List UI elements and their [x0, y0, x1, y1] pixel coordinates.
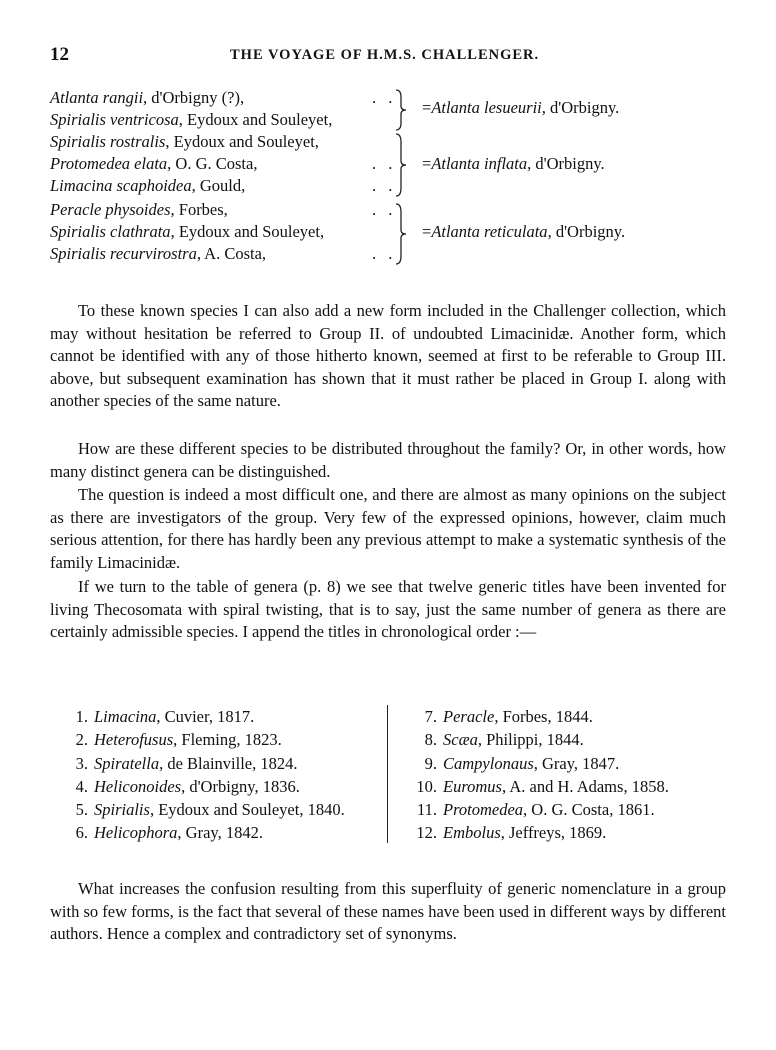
- genus-entry: [415, 728, 745, 751]
- genus-name: Helicophora: [94, 823, 178, 843]
- synonym-group: [50, 87, 750, 131]
- synonym-group: [50, 131, 750, 197]
- body-paragraph: [50, 438, 726, 483]
- body-paragraph: [50, 878, 726, 946]
- genus-author: , Cuvier, 1817.: [156, 707, 255, 726]
- species-authority: , O. G. Costa,: [167, 154, 258, 173]
- species-authority: , Forbes,: [170, 200, 228, 219]
- genus-name: Heterofusus: [94, 730, 174, 750]
- species-name: Spirialis ventricosa: [50, 110, 179, 129]
- genera-list: [50, 705, 750, 845]
- genus-entry: [415, 752, 745, 775]
- synonym-target: =Atlanta reticulata, d'Orbigny.: [422, 222, 626, 241]
- paragraph-text: What increases the confusion resulting from this superfluity of generic nomenclature in a group with so few forms, is the fact that several of these names have been used in different ways by different authors. Hence a complex and contradictory set of synonyms.: [50, 879, 726, 943]
- genus-entry: [66, 821, 400, 844]
- genus-name: Spirialis: [94, 800, 150, 820]
- genus-name: Embolus: [443, 823, 501, 843]
- genus-entry: [66, 798, 400, 821]
- species-name: Spirialis rostralis: [50, 132, 166, 151]
- genus-number: 4.: [75, 776, 88, 796]
- species-authority: , Eydoux and Souleyet,: [165, 132, 319, 151]
- genus-name: Euromus: [443, 776, 502, 796]
- species-name: Peracle physoides: [50, 200, 171, 219]
- leader-dots: . .: [372, 244, 397, 263]
- genus-entry: [66, 705, 400, 728]
- genera-column-left: [66, 705, 400, 845]
- genus-number: 5.: [75, 800, 88, 820]
- synonym-group: [50, 199, 750, 265]
- target-authority: , d'Orbigny.: [527, 154, 605, 173]
- genus-author: , Eydoux and Souleyet, 1840.: [149, 800, 345, 820]
- genus-name: Protomedea: [443, 800, 524, 820]
- species-name: Atlanta rangii: [50, 88, 144, 107]
- genus-name: Peracle: [443, 707, 495, 726]
- leader-dots: . .: [372, 176, 397, 195]
- species-authority: , Eydoux and Souleyet,: [178, 110, 333, 129]
- leader-dots: . .: [372, 88, 397, 107]
- genus-entry: [66, 752, 400, 775]
- paragraph-text: If we turn to the table of genera (p. 8) we see that twelve generic titles have been invented for living Thecosomata with spiral twisting, that is to say, just the same number of genera as there are certainly admissible species. I append the titles in chronological order :—: [50, 577, 726, 641]
- target-species-name: Atlanta lesueurii: [431, 98, 542, 117]
- genera-column-right: [415, 705, 745, 845]
- genus-author: , Gray, 1847.: [533, 753, 620, 773]
- genus-number: 9.: [424, 753, 437, 773]
- genus-author: , Philippi, 1844.: [477, 730, 584, 750]
- synonym-target: =Atlanta inflata, d'Orbigny.: [422, 154, 605, 173]
- genus-author: , Fleming, 1823.: [173, 730, 282, 750]
- genus-entry: [415, 821, 745, 844]
- genus-entry: [66, 775, 400, 798]
- target-authority: , d'Orbigny.: [541, 98, 620, 117]
- brace: [394, 89, 408, 131]
- genus-author: , de Blainville, 1824.: [159, 753, 298, 773]
- species-authority: , Eydoux and Souleyet,: [170, 222, 325, 241]
- paragraph-text: The question is indeed a most difficult one, and there are almost as many opinions on the subject as there are investigators of the group. Very few of the expressed opinions, however, claim much serious attention, for there has hardly been any previous attempt to make a systematic synthesis of the family Limacinidæ.: [50, 485, 726, 572]
- body-paragraph: [50, 300, 726, 413]
- species-name: Protomedea elata: [50, 154, 168, 173]
- genus-number: 10.: [416, 776, 437, 796]
- genus-entry: [415, 775, 745, 798]
- genus-number: 1.: [75, 707, 88, 726]
- paragraph-text: To these known species I can also add a new form included in the Challenger collection, which may without hesitation be referred to Group II. of undoubted Limacinidæ. Another form, which cannot be identified with any of those hitherto known, seemed at first to be referable to Group III. above, but subsequent examination has shown that it must rather be placed in Group I. along with another species of the same nature.: [50, 301, 726, 410]
- target-authority: , d'Orbigny.: [547, 222, 626, 241]
- genus-number: 11.: [416, 800, 437, 820]
- genus-entry: [66, 728, 400, 751]
- genus-author: , O. G. Costa, 1861.: [523, 800, 655, 820]
- genus-author: , Gray, 1842.: [177, 823, 263, 843]
- body-paragraph: [50, 576, 726, 644]
- genus-number: 12.: [416, 823, 437, 843]
- genus-author: , d'Orbigny, 1836.: [181, 776, 300, 796]
- genus-entry: [415, 798, 745, 821]
- paragraph-text: How are these different species to be distributed throughout the family? Or, in other words, how many distinct genera can be distinguished.: [50, 439, 726, 481]
- species-name: Limacina scaphoidea: [50, 176, 192, 195]
- leader-dots: . .: [372, 200, 397, 219]
- running-title: THE VOYAGE OF H.M.S. CHALLENGER.: [230, 47, 540, 63]
- genus-name: Heliconoides: [94, 776, 182, 796]
- genus-author: , A. and H. Adams, 1858.: [501, 776, 669, 796]
- body-paragraph: [50, 484, 726, 574]
- genus-number: 6.: [75, 823, 88, 843]
- genus-number: 3.: [75, 753, 88, 773]
- target-species-name: Atlanta inflata: [431, 154, 528, 173]
- species-authority: , A. Costa,: [196, 244, 267, 263]
- page-number: 12: [50, 44, 69, 65]
- species-name: Spirialis clathrata: [50, 222, 171, 241]
- column-divider: [387, 705, 388, 843]
- genus-number: 2.: [75, 730, 88, 750]
- genus-author: , Jeffreys, 1869.: [500, 823, 607, 843]
- target-species-name: Atlanta reticulata: [431, 222, 548, 241]
- genus-entry: [415, 705, 745, 728]
- genus-name: Campylonaus: [443, 753, 534, 773]
- synonym-target: =Atlanta lesueurii, d'Orbigny.: [422, 98, 620, 117]
- species-name: Spirialis recurvirostra: [50, 244, 197, 263]
- genus-author: , Forbes, 1844.: [494, 707, 593, 726]
- brace: [394, 133, 408, 197]
- genus-name: Limacina: [94, 707, 157, 726]
- leader-dots: . .: [372, 154, 397, 173]
- genus-name: Spiratella: [94, 753, 160, 773]
- genus-number: 7.: [424, 707, 437, 726]
- species-authority: , Gould,: [191, 176, 246, 195]
- genus-name: Scæa: [443, 730, 478, 750]
- brace: [394, 203, 408, 265]
- genus-number: 8.: [424, 730, 437, 750]
- species-authority: , d'Orbigny (?),: [143, 88, 245, 107]
